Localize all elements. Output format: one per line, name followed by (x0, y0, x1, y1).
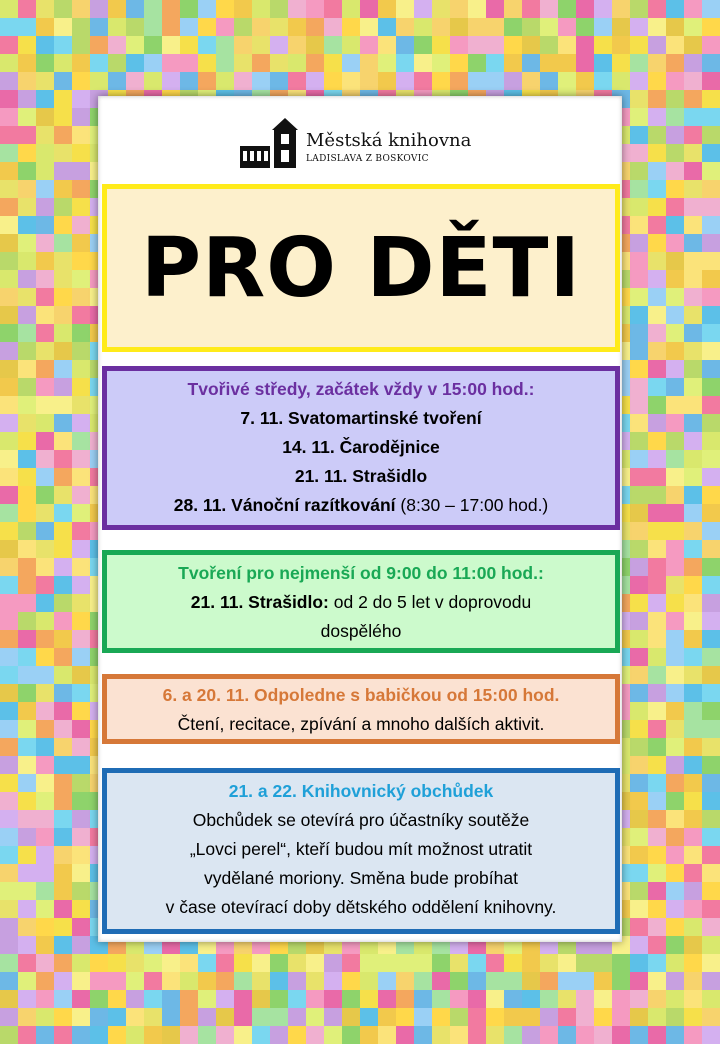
library-subtitle: LADISLAVA Z BOSKOVIC (306, 154, 429, 164)
description-line: v čase otevírací doby dětského oddělení knihovny. (165, 897, 557, 917)
list-item: 28. 11. Vánoční razítkování (8:30 – 17:00 hod.) (173, 495, 549, 515)
list-item: 14. 11. Čarodějnice (282, 437, 440, 457)
library-shop-box (102, 768, 620, 934)
section-heading: 6. a 20. 11. Odpoledne s babičkou od 15:00 hod. (162, 685, 560, 705)
list-item: 21. 11. Strašidlo (294, 466, 428, 486)
title-banner (102, 184, 620, 352)
creative-wednesdays-box (102, 366, 620, 530)
event-line-continued: dospělého (320, 621, 402, 641)
description-line: Obchůdek se otevírá pro účastníky soutěže (192, 810, 530, 830)
event-description: Čtení, recitace, zpívání a mnoho dalších aktivit. (177, 714, 545, 734)
description-line: „Lovci perel“, kteří budou mít možnost utratit (189, 839, 533, 859)
library-logo (240, 118, 500, 168)
poster (98, 96, 622, 942)
page-title: PRO DĚTI (140, 220, 582, 316)
event-line: 21. 11. Strašidlo: od 2 do 5 let v doprovodu (190, 592, 532, 612)
section-heading: Tvořivé středy, začátek vždy v 15:00 hod.: (187, 379, 535, 399)
description-line: vydělané moriony. Směna bude probíhat (204, 868, 518, 888)
grandma-afternoon-box (102, 674, 620, 744)
toddlers-box (102, 550, 620, 653)
section-heading: 21. a 22. Knihovnický obchůdek (228, 781, 494, 801)
section-heading: Tvoření pro nejmenší od 9:00 do 11:00 hod.: (178, 563, 544, 583)
castle-tower-icon (240, 118, 300, 168)
list-item: 7. 11. Svatomartinské tvoření (240, 408, 482, 428)
library-name: Městská knihovna (306, 130, 472, 151)
